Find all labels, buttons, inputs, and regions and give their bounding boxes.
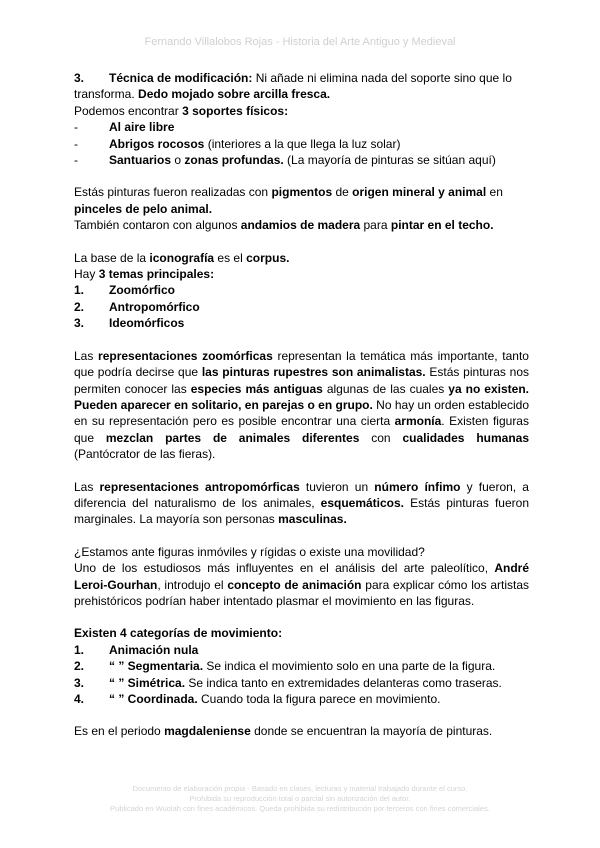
text-run: Estás pinturas nos permiten conocer las: [74, 365, 529, 396]
soporte-text: (La mayoría de pinturas se sitúan aquí): [283, 153, 496, 168]
bold-run: armonía: [394, 414, 442, 429]
categoria-item: [74, 658, 529, 674]
soporte-item: [74, 119, 529, 135]
bold-run: esquemáticos.: [320, 495, 405, 510]
soporte-label: Abrigos rocosos: [109, 136, 205, 151]
movilidad-paragraph: [74, 560, 529, 609]
text-run: Las: [74, 479, 100, 494]
categoria-item: [74, 675, 529, 691]
text-run: donde se encuentran la mayoría de pinturas.: [250, 724, 493, 739]
soporte-dash: -: [74, 136, 78, 151]
tema-item: [74, 282, 529, 298]
bold-run: representaciones antropomórficas: [99, 479, 300, 494]
watermark-line: Documento de elaboración propia - Basado en clases, lecturas y material trabajado durante el curso.: [132, 784, 468, 793]
text-run: También contaron con algunos: [74, 218, 241, 233]
text-run: Estás pinturas fueron realizadas con: [74, 185, 272, 200]
tecnica-label: Técnica de modificación:: [109, 71, 253, 85]
bold-run: corpus.: [246, 250, 290, 265]
tecnica-text: Ni añade ni elimina nada del soporte sino que lo transforma.: [74, 71, 512, 102]
soporte-item: [74, 136, 529, 152]
soporte-label-2: zonas profundas.: [184, 153, 284, 168]
text-run: es el: [214, 250, 247, 265]
categoria-number: 3.: [74, 675, 85, 690]
categoria-label: Animación nula: [109, 642, 199, 657]
categoria-label: “ ” Coordinada.: [109, 692, 198, 706]
text-run: La base de la: [74, 250, 150, 265]
text-run: Uno de los estudiosos más influyentes en el análisis del arte paleolítico,: [74, 561, 495, 576]
tecnica-bold-end: Dedo mojado sobre arcilla fresca.: [138, 87, 331, 102]
text-run: para: [360, 218, 391, 233]
text-run: No hay un orden establecido en su representación pero es posible encontrar una cierta: [74, 397, 529, 429]
soportes-intro-bold: 3 soportes físicos:: [182, 103, 289, 118]
bold-run: concepto de animación: [227, 577, 362, 592]
bold-run: especies más antiguas: [190, 381, 323, 396]
text-run: con: [359, 430, 403, 445]
tecnica-paragraph: [74, 70, 529, 103]
bold-run: mezclan partes de animales diferentes: [105, 430, 360, 445]
bold-run: masculinas.: [278, 512, 347, 527]
zoomorficas-paragraph: [74, 348, 529, 463]
text-run: (Pantócrator de las fieras).: [74, 447, 216, 462]
tema-number: 3.: [74, 316, 85, 331]
text-run: Las: [74, 348, 99, 363]
text-run: , introdujo el: [157, 577, 228, 592]
soporte-label: Al aire libre: [109, 120, 175, 135]
soportes-intro-text: Podemos encontrar: [74, 103, 183, 118]
text-run: en: [486, 185, 503, 200]
categoria-text: Se indica el movimiento solo en una parte de la figura.: [203, 659, 496, 674]
bold-run: número ínfimo: [374, 479, 461, 494]
text-run: representan la temática más importante, tanto que podría decirse que: [74, 348, 529, 380]
bold-run: ya no existen. Pueden aparecer en solitario, en parejas o en grupo.: [74, 381, 529, 412]
categoria-text: Cuando toda la figura parece en movimiento.: [197, 692, 441, 706]
categoria-item: [74, 691, 529, 707]
categoria-label: “ ” Segmentaria.: [109, 659, 204, 674]
text-run: . Existen figuras que: [74, 414, 529, 445]
text-run: Es en el periodo: [74, 724, 165, 739]
bold-run: cualidades humanas: [402, 430, 529, 445]
bold-run: andamios de madera: [240, 218, 361, 233]
soporte-label: Santuarios: [109, 153, 172, 168]
pigmentos-paragraph: [74, 184, 529, 217]
page-header: Fernando Villalobos Rojas - Historia del Arte Antiguo y Medieval: [144, 36, 456, 48]
bold-run: pinceles de pelo animal.: [74, 201, 213, 216]
magdaleniense-paragraph: [74, 723, 529, 739]
watermark-line: Publicado en Wuolah con fines académicos. Queda prohibida su redistribución por terceros con fines comerciales.: [110, 804, 490, 813]
bold-run: Existen 4 categorías de movimiento:: [74, 626, 283, 641]
bold-run: iconografía: [149, 250, 215, 265]
bold-run: 3 temas principales:: [98, 267, 215, 282]
movilidad-question: ¿Estamos ante figuras inmóviles y rígidas o existe una movilidad?: [74, 544, 425, 559]
text-run: de: [332, 185, 353, 200]
soporte-text: (interiores a la que llega la luz solar): [204, 136, 401, 151]
bold-run: pintar en el techo.: [390, 218, 494, 233]
bold-run: las pinturas rupestres son animalistas.: [201, 365, 426, 380]
tema-label: Zoomórfico: [109, 283, 175, 298]
soportes-intro: [74, 103, 529, 119]
tema-label: Ideomórficos: [109, 316, 185, 331]
categoria-number: 1.: [74, 642, 85, 657]
text-run: tuvieron un: [299, 479, 375, 494]
categoria-text: Se indica tanto en extremidades delanteras como traseras.: [185, 675, 502, 690]
andamios-paragraph: [74, 217, 529, 233]
bold-run: pigmentos: [271, 185, 333, 200]
footer-watermark: [0, 784, 600, 814]
bold-run: André Leroi-Gourhan: [74, 561, 529, 592]
temas-intro: [74, 266, 529, 282]
text-run: para explicar cómo los artistas prehistóricos podrían haber intentado plasmar el movimiento en las figuras.: [74, 577, 530, 608]
text-run: algunas de las cuales: [322, 381, 449, 396]
soporte-dash: -: [74, 120, 78, 135]
categoria-number: 4.: [74, 692, 85, 706]
tema-number: 1.: [74, 283, 85, 298]
antropomorficas-paragraph: [74, 479, 529, 528]
categoria-label: “ ” Simétrica.: [109, 675, 186, 690]
text-run: Hay: [74, 267, 99, 282]
tema-label: Antropomórfico: [109, 299, 200, 314]
iconografia-paragraph: [74, 250, 529, 266]
categoria-item: [74, 642, 529, 658]
tema-item: [74, 315, 529, 331]
soporte-dash: -: [74, 153, 78, 168]
categorias-title: [74, 625, 529, 641]
tema-number: 2.: [74, 299, 85, 314]
text-run: Estás pinturas fueron marginales. La mayoría son personas: [74, 495, 530, 527]
categoria-number: 2.: [74, 659, 85, 674]
text-run: y fueron, a diferencia del naturalismo de los animales,: [74, 479, 529, 510]
soporte-mid: o: [171, 153, 185, 168]
tecnica-number: 3.: [74, 71, 85, 85]
tema-item: [74, 299, 529, 315]
document-body: [74, 70, 529, 740]
bold-run: magdaleniense: [164, 724, 251, 739]
bold-run: representaciones zoomórficas: [98, 348, 273, 363]
bold-run: origen mineral y animal: [352, 185, 487, 200]
watermark-line: Prohibida su reproducción total o parcial sin autorización del autor.: [189, 794, 411, 803]
soporte-item: [74, 152, 529, 168]
